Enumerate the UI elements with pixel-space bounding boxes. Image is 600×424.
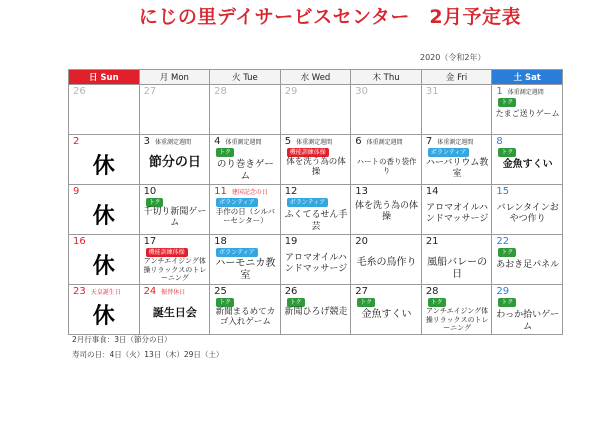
activity-tag: トク xyxy=(498,98,516,107)
event-note: 体重測定週間 xyxy=(507,89,544,96)
activity-tag: トク xyxy=(498,298,516,307)
event-note: 体重測定週間 xyxy=(225,139,262,146)
weekday-saturday: 土 Sat xyxy=(492,70,563,85)
day-number: 8 xyxy=(496,136,503,147)
activity-tag: トク xyxy=(216,298,234,307)
activity-label: 風船バレーの日 xyxy=(427,257,488,280)
event-note: 振替休日 xyxy=(161,289,186,296)
day-number: 27 xyxy=(143,86,157,97)
day-number: 2 xyxy=(73,136,80,147)
activity-tag: トク xyxy=(498,148,516,157)
day-number: 29 xyxy=(496,286,510,297)
calendar-week xyxy=(69,85,563,135)
event-note: 天皇誕生日 xyxy=(90,289,121,296)
event-note: 体重測定週間 xyxy=(437,139,474,146)
calendar-cell xyxy=(139,285,210,335)
activity-label: アロマオイルハンドマッサージ xyxy=(284,253,348,274)
calendar-cell xyxy=(210,135,281,185)
activity-tag: ボランティア xyxy=(287,198,329,207)
activity-tag: トク xyxy=(357,298,375,307)
activity-tag: ボランティア xyxy=(428,148,470,157)
calendar-cell xyxy=(69,185,140,235)
calendar-cell xyxy=(210,235,281,285)
event-note: 建国記念の日 xyxy=(231,189,268,196)
day-number: 18 xyxy=(214,236,227,247)
activity-label: あおき足パネル xyxy=(496,260,560,270)
day-number: 28 xyxy=(425,286,439,297)
calendar-cell xyxy=(280,235,351,285)
day-number: 26 xyxy=(73,86,86,97)
activity-label: ハートの香り袋作り xyxy=(356,157,417,175)
day-number: 23 天皇誕生日 xyxy=(73,286,121,297)
day-number: 22 xyxy=(496,236,510,247)
event-note: 体重測定週間 xyxy=(296,139,333,146)
footer-sushi-days: 寿司の日：4日（火）13日（木）29日（土） xyxy=(72,350,224,359)
event-note: 体重測定週間 xyxy=(154,139,191,146)
calendar-cell xyxy=(280,85,351,135)
calendar-cell xyxy=(139,85,210,135)
activity-label: 毛糸の鳥作り xyxy=(356,257,417,268)
page-title: にじの里デイサービスセンター 2月予定表 xyxy=(138,6,522,28)
calendar-cell xyxy=(210,185,281,235)
calendar-cell xyxy=(351,235,422,285)
weekday-header-row xyxy=(69,70,563,85)
calendar-cell xyxy=(421,285,492,335)
calendar-cell xyxy=(210,85,281,135)
activity-label: たまご送りゲーム xyxy=(495,109,560,118)
calendar-cell xyxy=(421,85,492,135)
day-number: 24 振替休日 xyxy=(143,286,186,297)
weekday-tuesday: 火 Tue xyxy=(210,70,281,85)
day-number: 13 xyxy=(355,186,368,197)
day-number: 14 xyxy=(425,186,439,197)
calendar-cell xyxy=(492,185,563,235)
calendar-cell xyxy=(280,135,351,185)
event-note: 体重測定週間 xyxy=(366,139,403,146)
calendar-cell xyxy=(210,285,281,335)
day-number: 12 xyxy=(284,186,298,197)
calendar-cell xyxy=(69,235,140,285)
activity-label: ハーモニカ教室 xyxy=(215,258,276,281)
calendar-cell xyxy=(351,85,422,135)
activity-tag: トク xyxy=(146,198,164,207)
day-number: 6 体重測定週間 xyxy=(355,136,403,147)
activity-label: バレンタインおやつ作り xyxy=(496,203,559,224)
day-number: 4 体重測定週間 xyxy=(214,136,262,147)
activity-label: のり巻きゲーム xyxy=(216,159,274,182)
day-number: 28 xyxy=(214,86,227,97)
activity-label: 手作の日（シルバーセンター） xyxy=(215,207,276,225)
weekday-sunday: 日 Sun xyxy=(69,70,140,85)
footer-event-meals: 2月行事食：3日（節分の日） xyxy=(72,335,172,344)
day-number: 5 体重測定週間 xyxy=(284,136,333,147)
closed-day-label: 休 xyxy=(92,254,115,279)
calendar-week xyxy=(69,285,563,335)
calendar-cell xyxy=(69,85,140,135)
weekday-wednesday: 水 Wed xyxy=(280,70,351,85)
day-number: 26 xyxy=(284,286,298,297)
day-number: 21 xyxy=(425,236,439,247)
day-number: 20 xyxy=(355,236,368,247)
activity-tag: トク xyxy=(287,298,305,307)
calendar-cell xyxy=(421,185,492,235)
activity-label: アンチエイジング体操リラックスのトレーニング xyxy=(425,307,489,332)
activity-label: 節分の日 xyxy=(148,155,201,170)
day-number: 9 xyxy=(73,186,80,197)
day-number: 29 xyxy=(284,86,298,97)
calendar-cell xyxy=(421,235,492,285)
calendar-cell xyxy=(351,185,422,235)
activity-label: わっか拾いゲーム xyxy=(496,310,560,332)
calendar-cell xyxy=(492,135,563,185)
activity-tag: トク xyxy=(428,298,446,307)
closed-day-label: 休 xyxy=(92,304,115,329)
day-number: 3 体重測定週間 xyxy=(143,136,191,147)
day-number: 30 xyxy=(355,86,368,97)
weekday-thursday: 木 Thu xyxy=(351,70,422,85)
activity-label: 体を洗う為の体操 xyxy=(355,201,419,222)
activity-label: 金魚すくい xyxy=(502,159,553,170)
day-number: 10 xyxy=(143,186,157,197)
activity-tag: トク xyxy=(498,248,516,257)
day-number: 11 建国記念の日 xyxy=(214,186,268,197)
activity-tag: ボランティア xyxy=(216,248,258,257)
activity-label: 誕生日会 xyxy=(152,306,197,319)
day-number: 1 体重測定週間 xyxy=(496,86,544,97)
day-number: 19 xyxy=(284,236,298,247)
closed-day-label: 休 xyxy=(92,204,115,229)
activity-label: 千切り新聞ゲーム xyxy=(143,207,207,228)
day-number: 27 xyxy=(355,286,368,297)
day-number: 15 xyxy=(496,186,510,197)
calendar-cell xyxy=(139,185,210,235)
calendar-week xyxy=(69,135,563,185)
calendar-cell xyxy=(69,285,140,335)
calendar-cell xyxy=(139,135,210,185)
activity-label: 新聞まるめてカゴ入れゲーム xyxy=(215,307,276,327)
calendar-week xyxy=(69,235,563,285)
year-note: 2020（令和2年） xyxy=(420,53,486,62)
activity-tag: 機能訓練体操 xyxy=(287,148,329,157)
calendar-cell xyxy=(492,85,563,135)
calendar-cell xyxy=(421,135,492,185)
calendar-cell xyxy=(351,285,422,335)
day-number: 16 xyxy=(73,236,86,247)
activity-tag: ボランティア xyxy=(216,198,258,207)
calendar-cell xyxy=(492,285,563,335)
calendar-cell xyxy=(351,135,422,185)
activity-label: 金魚すくい xyxy=(361,309,412,320)
activity-tag: トク xyxy=(216,148,234,157)
activity-label: 新聞ひろげ競走 xyxy=(284,307,348,317)
calendar-cell xyxy=(492,235,563,285)
calendar-cell xyxy=(280,185,351,235)
calendar-cell xyxy=(280,285,351,335)
day-number: 17 xyxy=(143,236,157,247)
day-number: 31 xyxy=(425,86,439,97)
activity-label: アンチエイジング体操リラックスのトレーニング xyxy=(143,257,207,282)
calendar-week xyxy=(69,185,563,235)
calendar-cell xyxy=(69,135,140,185)
calendar-table xyxy=(68,69,563,335)
activity-label: ふくてるせん手芸 xyxy=(284,210,348,232)
day-number: 7 体重測定週間 xyxy=(425,136,474,147)
day-number: 25 xyxy=(214,286,227,297)
closed-day-label: 休 xyxy=(92,154,115,179)
activity-label: ハーバリウム教室 xyxy=(425,158,489,179)
calendar-cell xyxy=(139,235,210,285)
weekday-monday: 月 Mon xyxy=(139,70,210,85)
activity-tag: 機能訓練体操 xyxy=(146,248,188,257)
weekday-friday: 金 Fri xyxy=(421,70,492,85)
activity-label: アロマオイルハンドマッサージ xyxy=(425,203,489,224)
activity-label: 体を洗う為の体操 xyxy=(286,157,346,177)
